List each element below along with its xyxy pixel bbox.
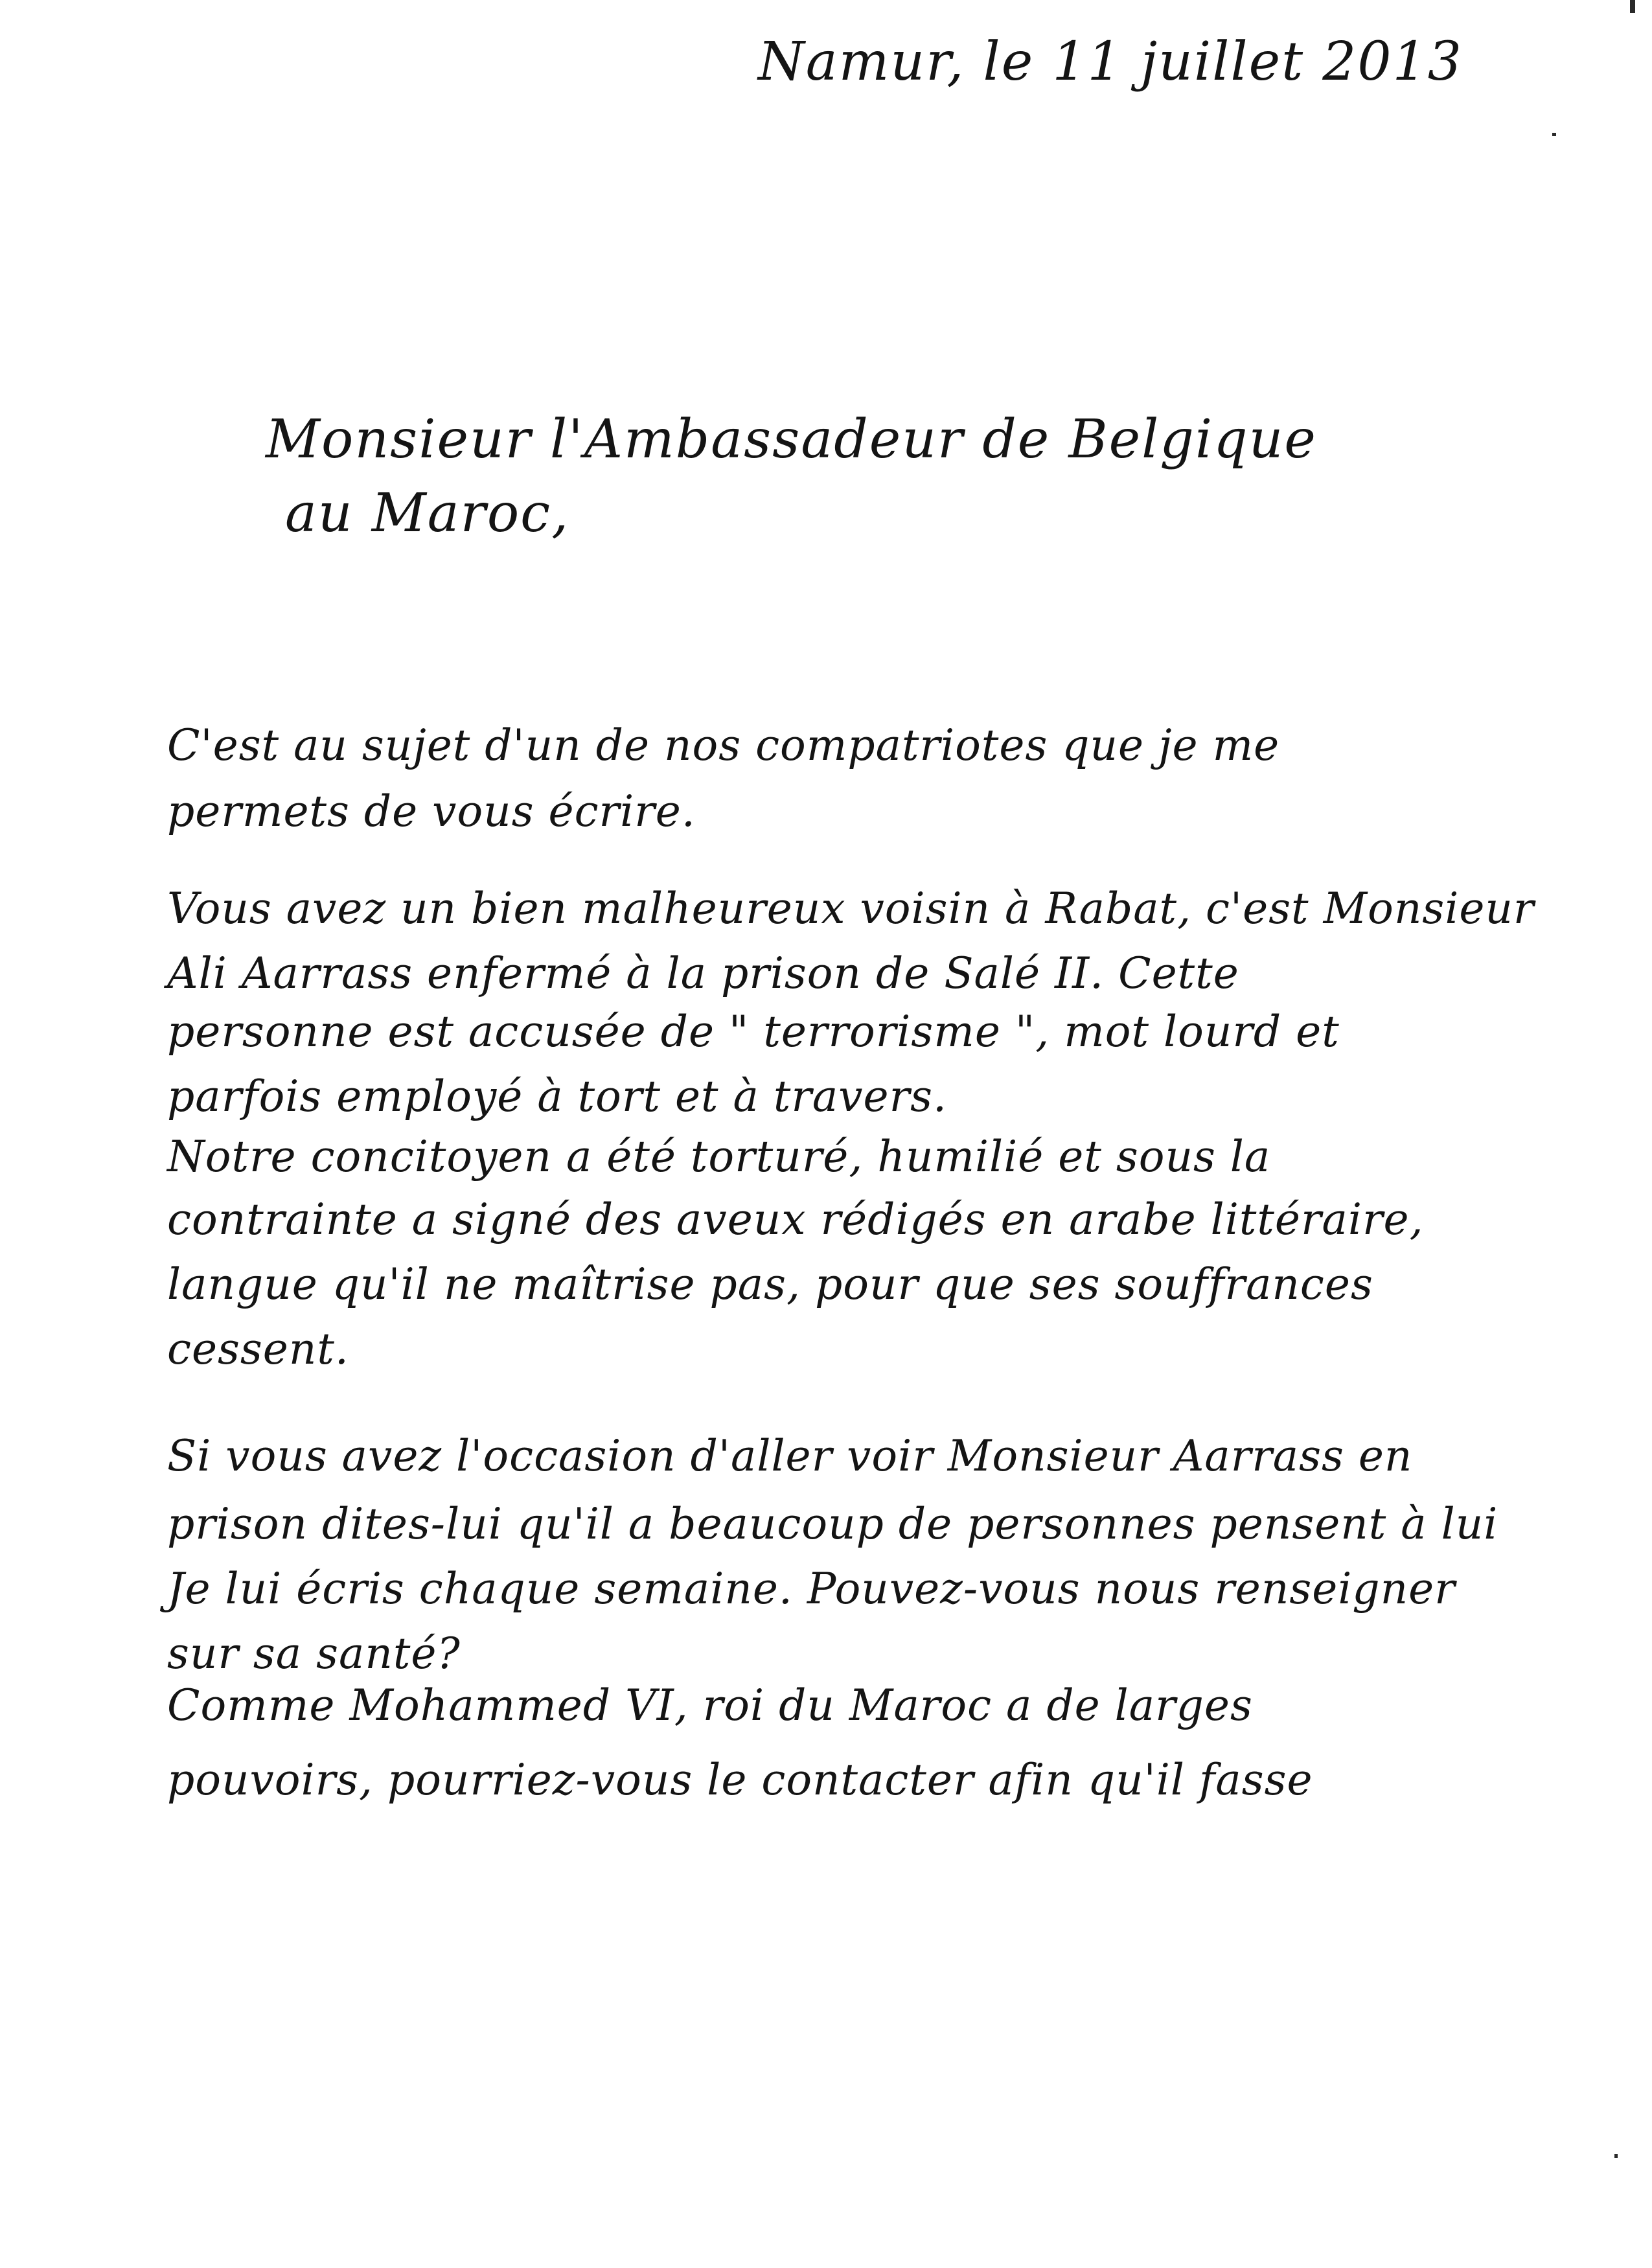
body-line: contrainte a signé des aveux rédigés en arabe littéraire, bbox=[167, 1195, 1424, 1244]
salutation-line: Monsieur l'Ambassadeur de Belgique bbox=[266, 409, 1317, 470]
scan-speck bbox=[1552, 133, 1556, 136]
body-line: prison dites-lui qu'il a beaucoup de personnes pensent à lui bbox=[167, 1499, 1498, 1549]
body-line: Notre concitoyen a été torturé, humilié et sous la bbox=[167, 1132, 1271, 1182]
body-line: Ali Aarrass enfermé à la prison de Salé II. Cette bbox=[167, 948, 1239, 998]
body-line: C'est au sujet d'un de nos compatriotes que je me bbox=[167, 720, 1280, 770]
body-line: Si vous avez l'occasion d'aller voir Monsieur Aarrass en bbox=[167, 1431, 1413, 1481]
body-line: parfois employé à tort et à travers. bbox=[167, 1071, 948, 1121]
body-line: Comme Mohammed VI, roi du Maroc a de larges bbox=[167, 1680, 1253, 1730]
body-line: pouvoirs, pourriez-vous le contacter afin qu'il fasse bbox=[167, 1755, 1313, 1805]
scan-speck bbox=[1614, 2154, 1618, 2158]
body-line: sur sa santé? bbox=[167, 1629, 461, 1678]
body-line: Vous avez un bien malheureux voisin à Rabat, c'est Monsieur bbox=[167, 884, 1535, 934]
body-line: Je lui écris chaque semaine. Pouvez-vous nous renseigner bbox=[167, 1564, 1456, 1614]
body-line: personne est accusée de " terrorisme ", mot lourd et bbox=[167, 1007, 1340, 1057]
body-line: langue qu'il ne maîtrise pas, pour que ses souffrances bbox=[167, 1259, 1373, 1309]
date-line: Namur, le 11 juillet 2013 bbox=[758, 31, 1463, 93]
scan-edge-mark bbox=[1630, 0, 1635, 13]
body-line: permets de vous écrire. bbox=[167, 786, 696, 836]
body-line: cessent. bbox=[167, 1324, 349, 1374]
salutation-line: au Maroc, bbox=[285, 483, 570, 544]
